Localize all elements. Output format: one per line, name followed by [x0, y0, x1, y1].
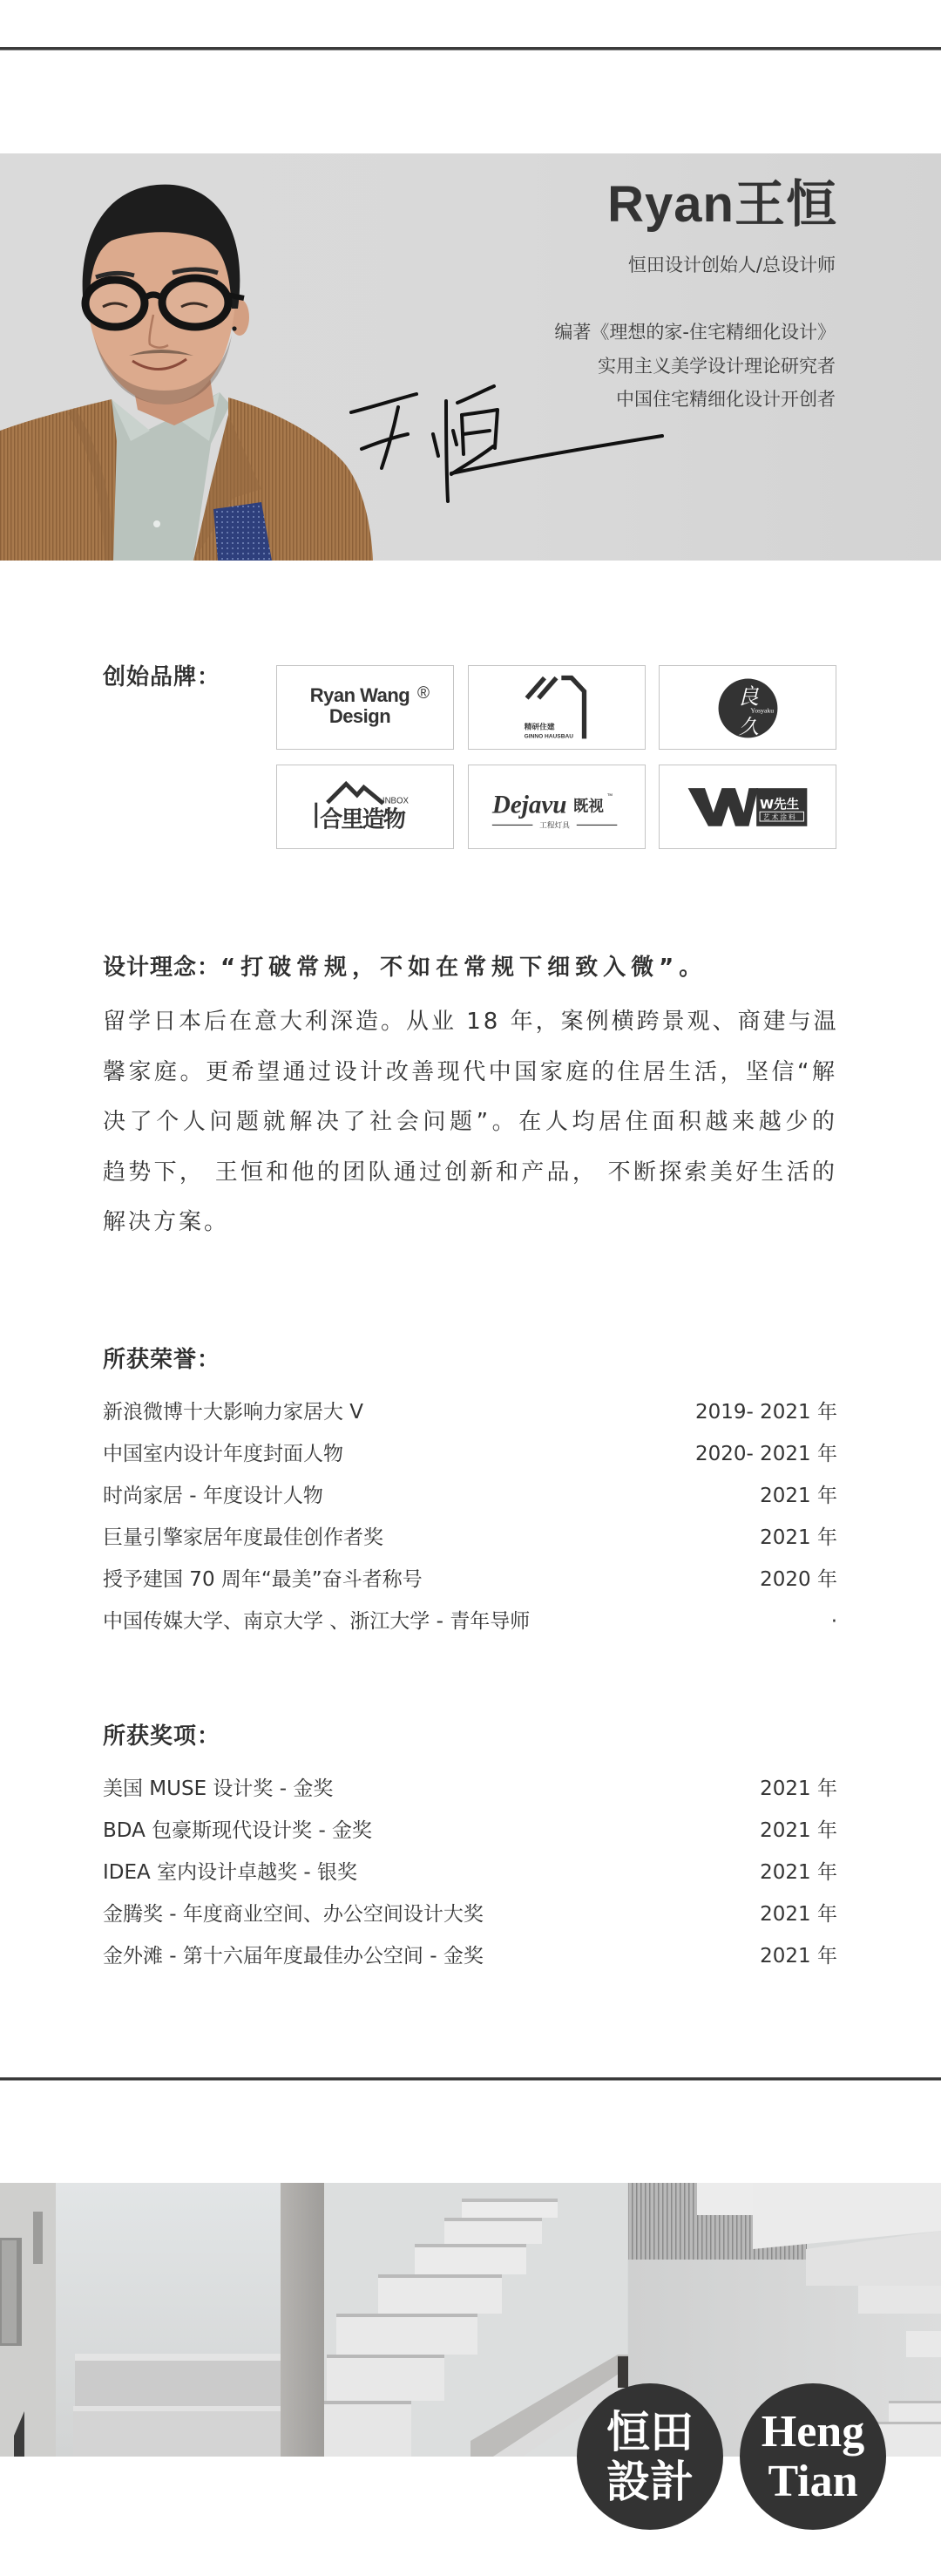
mountain-roof-icon [328, 784, 383, 803]
svg-text:工程灯具: 工程灯具 [539, 821, 571, 831]
paragraph-line: 决了个人问题就解决了社会问题”。在人均居住面积越来越少的 [103, 1109, 837, 1135]
brands-label: 创始品牌： [103, 664, 221, 690]
logo-dejavu [468, 765, 646, 849]
paragraph-line: 馨家庭。更希望通过设计改善现代中国家庭的住居生活，坚信“解 [103, 1058, 837, 1085]
svg-text:艺术涂料: 艺术涂料 [762, 813, 797, 822]
logo-ryan-wang-design [276, 665, 454, 750]
svg-text:Yosyaku: Yosyaku [750, 706, 775, 715]
registered-mark-icon: ® [417, 684, 430, 703]
paragraph-line: 解决方案。 [103, 1209, 230, 1235]
philosophy-heading: 设计理念：“打破常规，不如在常规下细致入微”。 [103, 955, 707, 981]
logo-yosyaku [659, 665, 836, 750]
svg-text:™: ™ [606, 792, 613, 799]
award-row: BDA 包豪斯现代设计奖 - 金奖 2021 年 [103, 1819, 837, 1842]
svg-text:精研住建: 精研住建 [524, 723, 555, 732]
ryan-wang-wordmark: Ryan Wang ® Design [309, 684, 430, 727]
credential-item: 中国住宅精细化设计开创者 [616, 389, 836, 410]
honor-row: 时尚家居 - 年度设计人物 2021 年 [103, 1485, 837, 1507]
award-row: 金腾奖 - 年度商业空间、办公空间设计大奖 2021 年 [103, 1903, 837, 1926]
honor-row: 新浪微博十大影响力家居大 V 2019- 2021 年 [103, 1401, 837, 1424]
hengtian-en-logo-badge: Heng Tian [740, 2383, 886, 2530]
credentials-list [554, 316, 836, 417]
honor-row: 中国传媒大学、南京大学 、浙江大学 - 青年导师 · [103, 1610, 837, 1633]
awards-heading: 所获奖项： [103, 1723, 221, 1750]
honor-row: 中国室内设计年度封面人物 2020- 2021 年 [103, 1443, 837, 1465]
bottom-divider [0, 2077, 941, 2080]
honors-heading: 所获荣誉： [103, 1347, 221, 1373]
logo-inbox [276, 765, 454, 849]
hero-banner [0, 153, 941, 561]
credential-item: 实用主义美学设计理论研究者 [598, 355, 836, 377]
honor-row: 巨量引擎家居年度最佳创作者奖 2021 年 [103, 1526, 837, 1549]
paragraph-line: 留学日本后在意大利深造。从业 18 年，案例横跨景观、商建与温 [103, 1009, 839, 1035]
svg-text:W先生: W先生 [760, 798, 800, 812]
award-row: IDEA 室内设计卓越奖 - 银奖 2021 年 [103, 1861, 837, 1884]
top-divider [0, 47, 941, 50]
award-row: 美国 MUSE 设计奖 - 金奖 2021 年 [103, 1777, 837, 1800]
awards-list [103, 1768, 837, 1977]
honors-list [103, 1391, 837, 1642]
w-letter-icon [688, 788, 758, 826]
honor-row: 授予建国 70 周年“最美”奋斗者称号 2020 年 [103, 1568, 837, 1591]
svg-text:Dejavu: Dejavu [491, 791, 567, 819]
svg-text:既视: 既视 [572, 798, 604, 816]
designer-title: 恒田设计创始人/总设计师 [627, 255, 836, 275]
award-row: 金外滩 - 第十六届年度最佳办公空间 - 金奖 2021 年 [103, 1945, 837, 1968]
logo-ginno-hausbau [468, 665, 646, 750]
hengtian-cn-logo-badge: 恒田 設計 [577, 2383, 723, 2530]
philosophy-paragraph [103, 997, 837, 1248]
svg-text:良: 良 [736, 683, 760, 710]
designer-name: Ryan王恒 [607, 176, 837, 233]
svg-text:合里造物: 合里造物 [320, 806, 405, 833]
svg-text:INBOX: INBOX [382, 796, 410, 806]
logo-mr-w [659, 765, 836, 849]
paragraph-line: 趋势下， 王恒和他的团队通过创新和产品， 不断探索美好生活的 [103, 1159, 837, 1186]
svg-text:GINNO HAUSBAU: GINNO HAUSBAU [524, 733, 573, 740]
svg-text:久: 久 [738, 715, 760, 739]
credential-item: 编著《理想的家-住宅精细化设计》 [554, 322, 836, 343]
